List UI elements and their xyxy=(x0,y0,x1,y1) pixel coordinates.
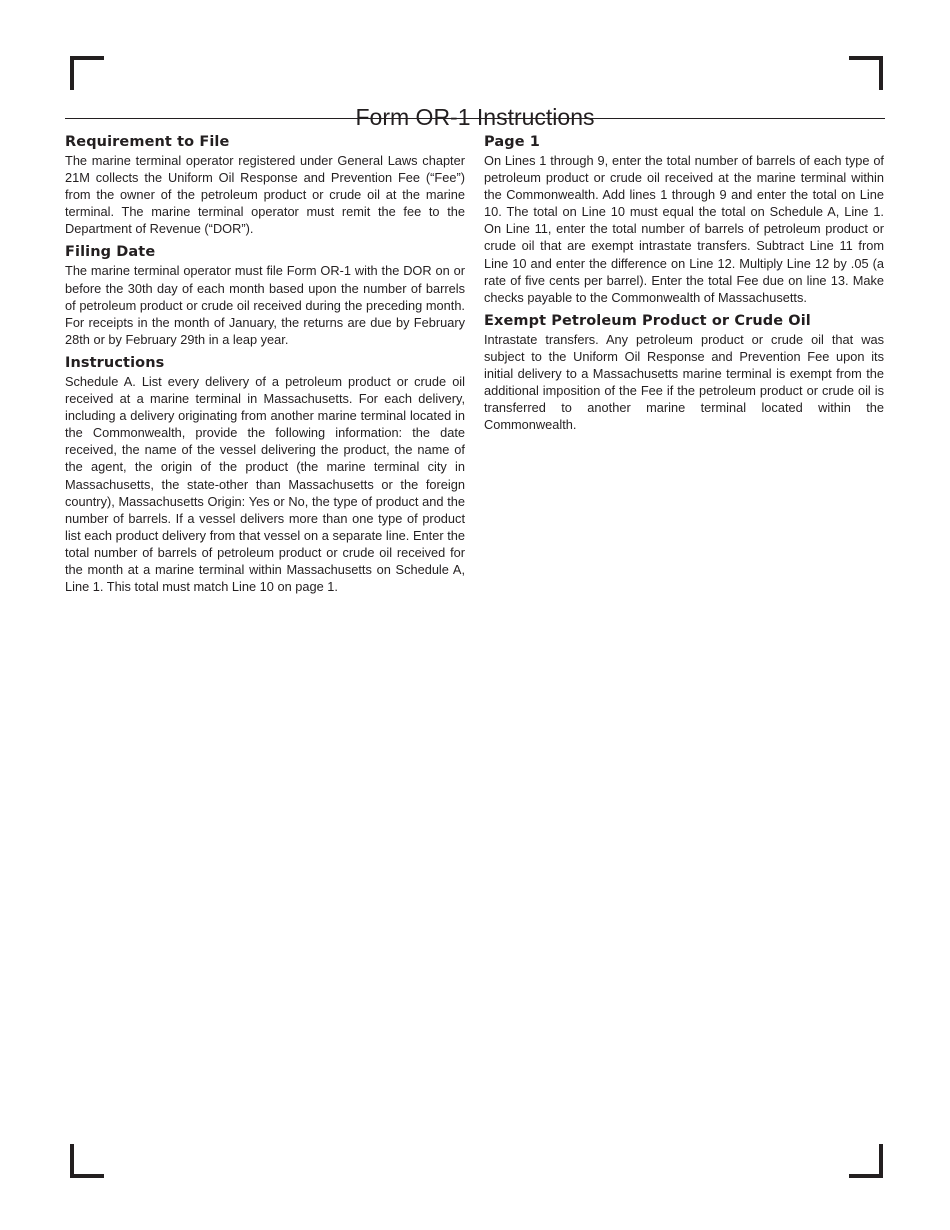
section-heading: Requirement to File xyxy=(65,134,230,150)
page-title: Form OR-1 Instructions xyxy=(355,104,595,131)
section-heading: Filing Date xyxy=(65,244,156,261)
section-body: On Lines 1 through 9, enter the total number of barrels of each type of petroleum product or crude oil received at the marine terminal within the Commonwealth. Add lines 1 through 9 and enter the total on Line 10. The total on Line 10 must equal the total on Schedule A, Line 1. On Line 11, enter the total number of barrels of petroleum product or crude oil that are exempt intrastate transfers. Subtract Line 11 from Line 10 and enter the difference on Line 12. Multiply Line 12 by .05 (a rate of five cents per barrel). Enter the total Fee due on line 13. Make checks payable to the Commonwealth of Massachusetts. xyxy=(484,153,884,305)
section-body: The marine terminal operator registered under General Laws chapter 21M collects the Uniform Oil Response and Prevention Fee (“Fee”) from the owner of the petroleum product or crude oil at the marine terminal. The marine terminal operator must remit the fee to the Department of Revenue (“DOR”). xyxy=(65,153,465,237)
crop-mark-bottom-right xyxy=(849,1144,883,1178)
crop-mark-bottom-left xyxy=(70,1144,104,1178)
section-body: Intrastate transfers. Any petroleum product or crude oil that was subject to the Uniform Oil Response and Prevention Fee upon its initial delivery to a Massachusetts marine terminal is exempt from the additional imposition of the Fee if the petroleum product or crude oil is transferred to another marine terminal located within the Commonwealth. xyxy=(484,331,884,433)
section-requirement-to-file xyxy=(65,133,465,237)
section-exempt-petroleum xyxy=(484,312,884,434)
section-page-1 xyxy=(484,133,884,306)
left-column xyxy=(65,133,465,601)
section-body: Schedule A. List every delivery of a petroleum product or crude oil received at a marine terminal in Massachusetts. For each delivery, including a delivery originating from another marine terminal located in the Commonwealth, provide the following information: the date received, the name of the vessel delivering the product, the name of the agent, the origin of the product (the marine terminal city in Massachusetts, the state-other than Massachusetts or the foreign country), Massachusetts Origin: Yes or No, the type of product and the number of barrels. If a vessel delivers more than one type of product list each product delivery from that vessel on a separate line. Enter the total number of barrels of petroleum product or crude oil received for the month at a marine terminal within Massachusetts on Schedule A, Line 1. This total must match Line 10 on page 1. xyxy=(65,373,465,595)
section-heading: Page 1 xyxy=(484,134,540,150)
crop-mark-top-left xyxy=(70,56,104,90)
right-column xyxy=(484,133,884,439)
section-heading: Exempt Petroleum Product or Crude Oil xyxy=(484,312,811,329)
section-body: The marine terminal operator must file Form OR-1 with the DOR on or before the 30th day of each month based upon the number of barrels of petroleum product or crude oil received during the preceding month. For receipts in the month of January, the returns are due by February 28th or by February 29th in a leap year. xyxy=(65,263,465,347)
section-heading: Instructions xyxy=(65,354,165,371)
crop-mark-top-right xyxy=(849,56,883,90)
section-filing-date xyxy=(65,243,465,347)
title-rule xyxy=(65,118,885,119)
section-instructions xyxy=(65,354,465,595)
